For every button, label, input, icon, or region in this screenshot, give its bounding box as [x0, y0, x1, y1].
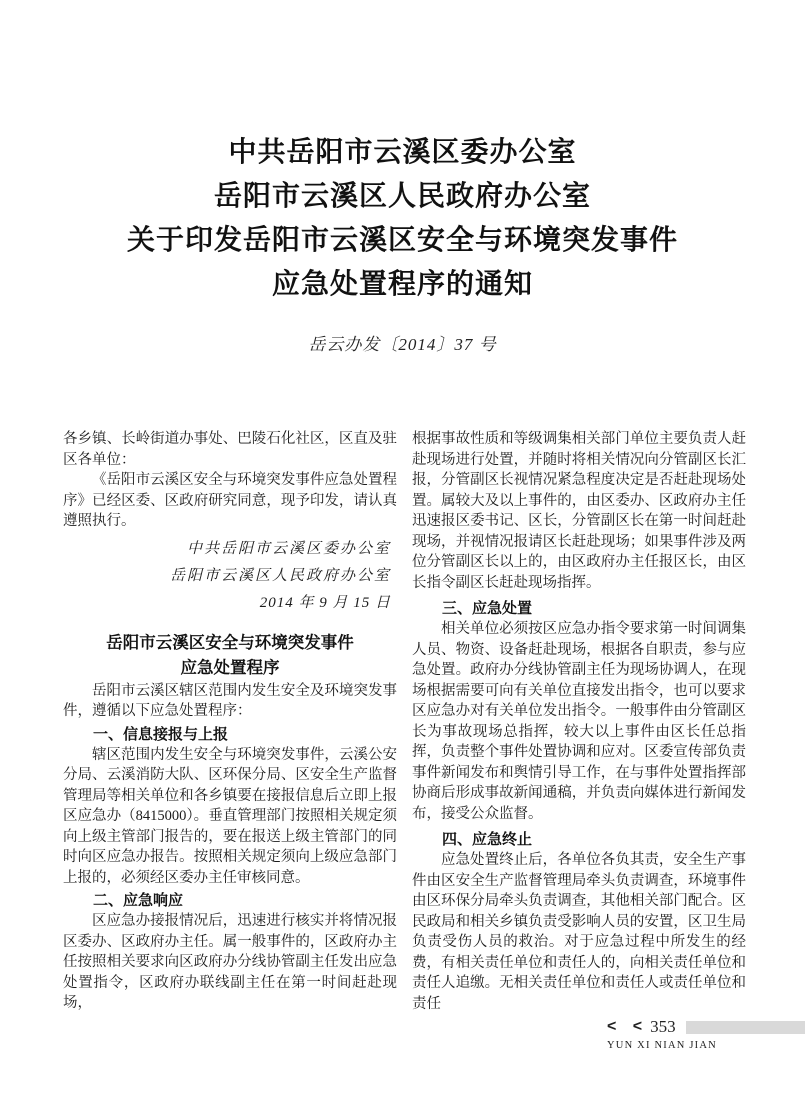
signature-date: 2014 年 9 月 15 日 [259, 594, 391, 611]
document-subtitle [63, 631, 397, 681]
section-paragraph-2: 区应急办接报情况后，迅速进行核实并将情况报区委办、区政府办主任。属一般事件的，区政府办主任按照相关要求向区政府办分线协管副主任发出应急处置指令，区政府办联线副主任在第一时间赶赴现场， [63, 913, 397, 1011]
document-title-line: 岳阳市云溪区人民政府办公室 [213, 180, 591, 211]
page-number: 353 [650, 1017, 676, 1036]
document-subtitle-line: 岳阳市云溪区安全与环境突发事件 [106, 633, 354, 652]
footer-row [607, 1017, 805, 1037]
document-title-line: 关于印发岳阳市云溪区安全与环境突发事件 [126, 224, 678, 255]
notice-paragraph: 《岳阳市云溪区安全与环境突发事件应急处置程序》已经区委、区政府研究同意，现予印发，请认真遵照执行。 [63, 472, 397, 529]
book-title: YUN XI NIAN JIAN [607, 1040, 717, 1051]
document-body [0, 429, 805, 1014]
page-footer [607, 1017, 805, 1051]
section-heading-4: 四、应急终止 [442, 831, 533, 848]
footer-bar [686, 1021, 805, 1034]
section-heading-1: 一、信息接报与上报 [93, 725, 229, 743]
section-heading-2: 二、应急响应 [93, 892, 184, 909]
document-subtitle-line: 应急处置程序 [180, 658, 280, 677]
page-corner-marks: < < [607, 1018, 649, 1035]
section-paragraph-4: 应急处置终止后，各单位各负其责，安全生产事件由区安全生产监督管理局牵头负责调查，环境事件由区环保分局牵头负责调查，其他相关部门配合。区民政局和相关乡镇负责受影响人员的安置，区卫生局负责受伤人员的救治。对于应急过程中所发生的经费，有相关责任单位和责任人的，向相关责任单位和责任人追缴。无相关责任单位和责任人或责任单位和责任 [412, 852, 746, 1012]
document-number: 岳云办发〔2014〕37 号 [308, 335, 497, 354]
signature-line: 中共岳阳市云溪区委办公室 [186, 540, 391, 557]
signature-line: 岳阳市云溪区人民政府办公室 [169, 567, 391, 584]
document-title-line: 中共岳阳市云溪区委办公室 [228, 136, 577, 167]
signature-block [63, 536, 397, 617]
section-2-continuation-paragraph: 根据事故性质和等级调集相关部门单位主要负责人赶赴现场进行处置，并随时将相关情况向分管副区长汇报，分管副区长视情况紧急程度决定是否赶赴现场处置。属较大及以上事件的，由区委办、区政府办主任迅速报区委书记、区长，分管副区长在第一时间赶赴现场，并视情况报请区长赶赴现场；如果事件涉及两位分管副区长以上的，由区政府办主任报区长，由区长指令副区长赶赴现场指挥。 [412, 431, 746, 591]
section-heading-3: 三、应急处置 [442, 600, 533, 617]
document-title-line: 应急处置程序的通知 [271, 268, 533, 299]
section-paragraph-1: 辖区范围内发生安全与环境突发事件，云溪公安分局、云溪消防大队、区环保分局、区安全生产监督管理局等相关单位和各乡镇要在接报信息后立即上报区应急办（8415000）。垂直管理部门按照相关规定须向上级主管部门报告的，要在报送上级主管部门的同时向区应急办报告。按照相关规定须向上级应急部门上报的，必须经区委办主任审核同意。 [63, 746, 397, 886]
salutation-paragraph: 各乡镇、长岭街道办事处、巴陵石化社区，区直及驻区各单位： [63, 431, 397, 468]
intro-paragraph: 岳阳市云溪区辖区范围内发生安全及环境突发事件，遵循以下应急处置程序： [63, 682, 397, 719]
section-paragraph-3: 相关单位必须按区应急办指令要求第一时间调集人员、物资、设备赶赴现场，根据各自职责，参与应急处置。政府办分线协管副主任为现场协调人，在现场根据需要可向有关单位直接发出指令，也可以要求区应急办对有关单位发出指令。一般事件由分管副区长为事故现场总指挥，较大以上事件由区长任总指挥，负责整个事件处置协调和应对。区委宣传部负责事件新闻发布和舆情引导工作，在与事件处置指挥部协商后形成事故新闻通稿，并负责向媒体进行新闻发布，接受公众监督。 [412, 621, 746, 822]
document-title [0, 0, 805, 306]
left-column [63, 429, 397, 1014]
right-column [412, 429, 746, 1014]
